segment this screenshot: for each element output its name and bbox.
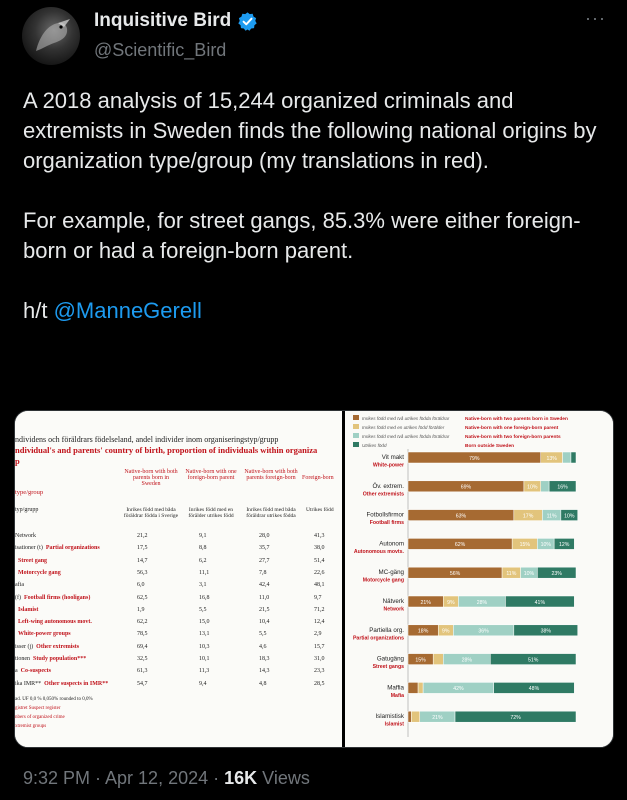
post-text — [23, 86, 613, 356]
table-cell: 51,4 — [314, 557, 325, 564]
post-paragraph-3 — [23, 296, 613, 326]
col-header-type-en: type/group — [15, 489, 44, 496]
post-timestamp[interactable]: 9:32 PM · Apr 12, 2024 · — [23, 768, 225, 788]
legend-label-sv: Inrikes född med två utrikes födda föräldrar — [362, 416, 450, 421]
data-label: 9% — [442, 628, 450, 635]
post-paragraph-2: For example, for street gangs, 85.3% were either foreign-born or had a foreign-born parent. — [23, 208, 581, 263]
row-label-en: White-power groups — [18, 631, 71, 638]
table-cell: 31,0 — [314, 656, 325, 662]
table-title-en-2: p — [15, 456, 20, 466]
table-cell: 9,4 — [199, 680, 207, 687]
table-row-label — [15, 545, 100, 551]
category-label-sv: Nätverk — [382, 598, 404, 605]
col-header-type-sv: typ/grupp — [15, 507, 39, 513]
table-row-label — [15, 631, 71, 637]
col-sub-2: Inrikes född med en förälder utrikes född — [188, 507, 234, 519]
table-cell: 4,8 — [259, 680, 267, 687]
category-label-en: Islamist — [384, 721, 404, 728]
category-label-en: Partial organizations — [352, 635, 404, 642]
hat-tip-prefix: h/t — [23, 298, 54, 323]
row-label-sv: (f) — [15, 594, 21, 601]
data-label: 12% — [559, 542, 570, 549]
data-label: 17% — [522, 513, 534, 520]
legend-label-sv: Inrikes född med två utrikes födda föräldrar — [362, 434, 450, 439]
legend-swatch — [353, 415, 359, 420]
data-label: 41% — [534, 599, 546, 606]
table-cell: 15,0 — [199, 619, 210, 626]
data-label: 10% — [523, 571, 535, 577]
data-label: 62% — [454, 542, 466, 549]
chart-image[interactable] — [342, 411, 614, 748]
legend-label-en: Born outside Sweden — [465, 444, 515, 449]
table-cell: 4,6 — [259, 643, 267, 650]
data-label: 10% — [527, 484, 538, 491]
mention-link[interactable]: @ManneGerell — [53, 298, 202, 323]
data-label: 21% — [432, 715, 443, 721]
table-title-sv: ndividens och föräldrars födelseland, andel individer inom organiseringstyp/grupp — [15, 435, 279, 444]
category-label-en: Autonomous movts. — [353, 548, 404, 555]
table-cell: 71,2 — [314, 606, 325, 613]
table-footnote-1: ad. UF 0,0 % 0,050% rounded to 0,0% — [15, 697, 93, 702]
table-cell: 54,7 — [137, 680, 148, 687]
table-cell: 16,8 — [199, 594, 210, 601]
table-cell: 9,7 — [314, 594, 322, 601]
table-cell: 10,1 — [199, 656, 210, 662]
legend-swatch — [353, 424, 359, 429]
table-cell: 11,3 — [199, 668, 210, 675]
data-label: 11% — [546, 513, 557, 520]
table-cell: 14,7 — [137, 557, 148, 564]
bird-avatar-icon — [22, 7, 80, 65]
row-label-sv: isationer (t) — [15, 545, 43, 552]
row-label-en: Other extremists — [36, 643, 80, 650]
table-cell: 8,8 — [199, 545, 207, 552]
bar-segment — [411, 711, 419, 722]
bar-segment — [563, 452, 571, 463]
table-row-label — [15, 619, 92, 625]
table-row-label — [15, 668, 51, 674]
verified-badge-icon — [237, 11, 258, 32]
category-label-en: Motorcycle gang — [362, 577, 404, 584]
category-label-sv: Gatugäng — [376, 655, 404, 663]
category-label-sv: Maffia — [387, 684, 404, 692]
legend-label-en: Native-born with two foreign-born parents — [465, 435, 561, 440]
data-label: 15% — [415, 657, 426, 664]
col-sub-4: Utrikes född — [306, 507, 334, 513]
table-cell: 69,4 — [137, 643, 148, 650]
table-cell: 48,1 — [314, 582, 325, 589]
category-label-en: Other extremists — [362, 491, 404, 498]
table-cell: 41,3 — [314, 533, 325, 539]
views-label: Views — [257, 768, 310, 788]
table-row-label — [15, 595, 90, 601]
col-sub-1: Inrikes född med båda föräldrar födda i Sverige — [123, 507, 179, 519]
category-label-sv: Partiella org. — [369, 626, 404, 634]
table-row-label — [15, 582, 27, 588]
row-label-en: Football firms (hooligans) — [24, 594, 91, 601]
author-row — [94, 10, 258, 32]
table-cell: 21,5 — [259, 606, 270, 613]
table-cell: 61,3 — [137, 668, 148, 675]
post-meta — [23, 768, 310, 789]
category-label-en: Football firms — [369, 520, 404, 527]
table-cell: 35,7 — [259, 545, 270, 552]
table-cell: 7,8 — [259, 569, 267, 576]
table-cell: 38,0 — [314, 545, 325, 552]
data-label: 18% — [417, 628, 429, 635]
table-cell: 11,1 — [199, 569, 210, 576]
table-row-label — [15, 558, 47, 564]
data-label: 69% — [460, 484, 472, 491]
table-cell: 6,0 — [137, 582, 145, 589]
col-header-foreign-en: Foreign-born — [302, 475, 334, 481]
table-footnote-2: gistret Suspect register — [15, 706, 61, 711]
table-footnote-4: xtremist groups — [15, 724, 47, 729]
bar-segment — [408, 682, 418, 693]
author-handle[interactable]: @Scientific_Bird — [94, 40, 227, 60]
table-cell: 5,5 — [199, 606, 207, 613]
data-label: 28% — [461, 657, 472, 664]
views-count: 16K — [224, 768, 258, 788]
table-cell: 10,4 — [259, 619, 270, 626]
avatar[interactable] — [22, 7, 80, 65]
post-media[interactable] — [14, 410, 614, 748]
table-cell: 28,5 — [314, 680, 325, 687]
data-label: 48% — [528, 686, 540, 693]
row-label-sv: ika IMR** — [15, 680, 42, 687]
table-title-en: ndividual's and parents' country of birth, proportion of individuals within organiza — [15, 445, 318, 455]
row-label-en: Islamist — [18, 606, 39, 613]
post-paragraph-1: A 2018 analysis of 15,244 organized criminals and extremists in Sweden finds the following national origins by organization type/group (my translations in red). — [23, 88, 597, 173]
table-cell: 23,3 — [314, 668, 325, 675]
category-label-sv: Islamistisk — [375, 713, 404, 721]
legend-label-en: Native-born with two parents born in Sweden — [465, 417, 568, 422]
table-cell: 10,3 — [199, 643, 210, 650]
table-cell: 42,4 — [259, 582, 270, 589]
stacked-bar-chart — [345, 411, 614, 748]
table-cell: 15,7 — [314, 643, 325, 650]
row-label-en: Left-wing autonomous movt. — [18, 619, 92, 626]
table-row-label — [15, 533, 39, 539]
post-header — [22, 4, 612, 64]
row-label-en: Motorcycle gang — [18, 569, 61, 576]
legend-label-sv: Inrikes född med en utrikes född förälder — [362, 425, 445, 430]
data-label: 13% — [546, 455, 557, 462]
table-cell: 11,0 — [259, 594, 270, 601]
table-cell: 56,3 — [137, 569, 148, 576]
col-header-native-one-en: Native-born with one foreign-born parent — [185, 469, 237, 481]
table-cell: 9,1 — [199, 533, 207, 539]
table-cell: 2,9 — [314, 631, 322, 638]
data-label: 10% — [540, 542, 551, 549]
row-label-en: Street gang — [18, 557, 48, 564]
data-label: 51% — [527, 657, 539, 664]
table-image[interactable] — [15, 411, 342, 748]
row-label-sv: Network — [15, 533, 36, 539]
category-label-en: Mafia — [390, 692, 404, 699]
category-label-sv: MC-gäng — [378, 569, 404, 577]
table-footnote-3: nbers of organized crime — [15, 715, 65, 720]
table-cell: 12,4 — [314, 619, 325, 626]
author-name[interactable]: Inquisitive Bird — [94, 10, 232, 31]
table-cell: 27,7 — [259, 557, 270, 564]
row-label-sv: afia — [15, 582, 24, 589]
table-cell: 28,0 — [259, 533, 270, 539]
row-label-en: Partial organizations — [45, 545, 100, 552]
data-label: 28% — [476, 599, 488, 606]
table-row-label — [15, 570, 61, 576]
table-cell: 5,5 — [259, 631, 267, 638]
legend-swatch — [353, 433, 359, 438]
table-cell: 3,1 — [199, 582, 207, 589]
bar-segment — [408, 711, 411, 722]
legend-label-sv: Utrikes född — [362, 443, 387, 448]
table-cell: 62,2 — [137, 619, 148, 626]
row-label-en: Co-suspects — [20, 668, 52, 675]
category-label-en: Street gangs — [372, 664, 404, 671]
data-label: 21% — [420, 599, 431, 606]
table-cell: 18,3 — [259, 656, 270, 662]
table-cell: 14,3 — [259, 668, 270, 675]
row-label-sv: tionen — [15, 656, 30, 662]
legend-label-en: Native-born with one foreign-born parent — [465, 426, 559, 431]
legend-swatch — [353, 442, 359, 447]
category-label-sv: Öv. extrem. — [372, 482, 404, 490]
bar-segment — [433, 654, 443, 665]
table-cell: 22,6 — [314, 569, 325, 576]
table-row-label — [15, 607, 38, 613]
row-label-sv: a — [15, 668, 18, 675]
data-label: 10% — [564, 513, 575, 520]
data-label: 9% — [447, 599, 455, 606]
table-cell: 13,1 — [199, 631, 210, 638]
data-label: 38% — [540, 628, 551, 635]
row-label-sv: isser (j) — [15, 643, 34, 650]
data-label: 79% — [469, 455, 480, 462]
bar-segment — [541, 481, 549, 492]
table-cell: 62,5 — [137, 594, 148, 601]
col-sub-3: Inrikes född med båda föräldrar utrikes födda — [246, 507, 296, 519]
table-cell: 6,2 — [199, 557, 207, 564]
table-row-label — [15, 681, 108, 687]
data-label: 36% — [478, 628, 489, 635]
data-label: 63% — [455, 513, 467, 520]
row-label-en: Other suspects in IMR** — [44, 680, 109, 687]
data-label: 42% — [453, 686, 464, 693]
category-label-en: White-power — [372, 462, 404, 469]
data-label: 11% — [506, 571, 517, 577]
row-label-en: Study population*** — [33, 656, 87, 662]
table-cell: 32,5 — [137, 656, 148, 662]
category-label-sv: Vit makt — [381, 454, 404, 461]
data-label: 72% — [510, 715, 521, 721]
category-label-sv: Autonom — [379, 540, 404, 548]
table-cell: 21,2 — [137, 533, 148, 539]
bar-segment — [418, 682, 423, 693]
data-label: 56% — [449, 571, 461, 577]
data-label: 16% — [557, 484, 568, 491]
col-header-native-two-en: Native-born with both parents born in Sweden — [124, 469, 178, 487]
data-label: 15% — [519, 542, 530, 549]
category-label-sv: Fotbollsfirmor — [366, 511, 404, 519]
table-cell: 1,9 — [137, 606, 145, 613]
table-row-label — [15, 656, 86, 662]
data-label: 23% — [551, 571, 562, 577]
table-row-label — [15, 644, 79, 650]
bar-segment — [571, 452, 576, 463]
category-label-en: Network — [383, 606, 404, 613]
col-header-native-both-en: Native-born with both parents foreign-born — [244, 469, 298, 481]
table-cell: 78,5 — [137, 631, 148, 638]
more-options-icon[interactable]: ··· — [585, 8, 606, 28]
table-cell: 17,5 — [137, 545, 148, 552]
